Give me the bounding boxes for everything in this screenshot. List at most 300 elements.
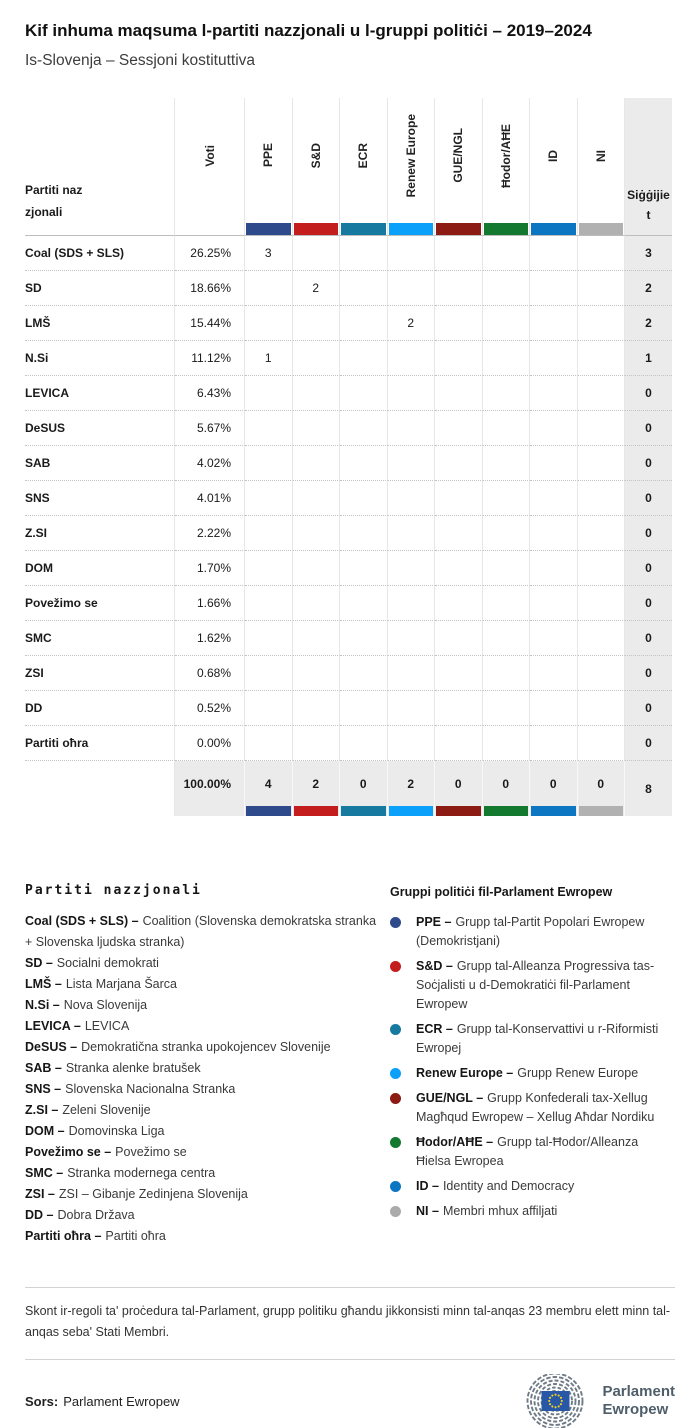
group-value-cell: [245, 656, 293, 691]
ep-logo-line2: Ewropew: [602, 1401, 669, 1418]
footnote: Skont ir-regoli ta' proċedura tal-Parlament, grupp politiku għandu jikkonsisti minn tal-anqas 23 membru elett minn tal-anqas seba' Stati Membri.: [25, 1287, 675, 1360]
party-legend-desc: LEVICA: [84, 1019, 130, 1033]
group-value-cell: [530, 341, 578, 376]
ep-logo: [498, 1374, 675, 1428]
group-column-header-label: ID: [546, 149, 561, 162]
group-color-bar: [246, 806, 291, 816]
party-legend-item: [25, 1058, 377, 1079]
group-header-rotbox: [293, 98, 340, 223]
group-header-rotbox: [578, 98, 625, 223]
page-subtitle: Is-Slovenja – Sessjoni kostituttiva: [25, 52, 256, 69]
group-header-rotbox: [340, 98, 387, 223]
seats-cell: 0: [625, 656, 672, 691]
group-value-cell: [530, 586, 578, 621]
group-value-cell: [293, 481, 341, 516]
party-legend-desc: Stranka modernega centra: [67, 1166, 216, 1180]
votes-cell: 6.43%: [175, 376, 245, 411]
votes-header-rotbox: [175, 98, 244, 223]
party-legend-item: [25, 1163, 377, 1184]
party-legend-item: [25, 995, 377, 1016]
party-legend-item: [25, 1121, 377, 1142]
party-name-cell: SNS: [25, 481, 175, 516]
group-value-cell: [530, 551, 578, 586]
seats-cell: 0: [625, 481, 672, 516]
group-value-cell: [388, 481, 436, 516]
party-legend-abbr: SMC –: [25, 1166, 64, 1180]
group-value-cell: [530, 306, 578, 341]
party-legend-item: [25, 1100, 377, 1121]
group-color-bar: [389, 806, 434, 816]
group-value-cell: [530, 656, 578, 691]
group-color-dot: [390, 917, 401, 928]
group-value-cell: [245, 306, 293, 341]
group-value-cell: [293, 341, 341, 376]
votes-cell: 18.66%: [175, 271, 245, 306]
group-legend-text: [416, 957, 675, 1014]
group-value-cell: [388, 446, 436, 481]
group-value-cell: [578, 411, 626, 446]
party-name-cell: Partiti oħra: [25, 726, 175, 761]
legend-parties-heading: Partiti nazzjonali: [25, 883, 202, 898]
group-legend-text: [416, 1133, 675, 1171]
party-legend-item: [25, 1079, 377, 1100]
group-column-header: [578, 98, 626, 236]
votes-cell: 1.62%: [175, 621, 245, 656]
group-value-cell: [435, 236, 483, 271]
group-value-cell: [340, 271, 388, 306]
group-value-cell: [340, 516, 388, 551]
party-legend-item: [25, 911, 377, 953]
group-color-bar: [484, 806, 529, 816]
group-legend-text: [416, 1177, 574, 1196]
totals-group-value-cell: [483, 761, 531, 816]
party-legend-desc: Partiti oħra: [105, 1229, 166, 1243]
seats-cell: 0: [625, 551, 672, 586]
totals-empty-cell: [25, 761, 175, 816]
group-value-cell: [388, 411, 436, 446]
party-name-cell: LMŠ: [25, 306, 175, 341]
group-value-cell: [388, 726, 436, 761]
group-value-cell: [340, 376, 388, 411]
group-value-cell: [435, 656, 483, 691]
group-value-cell: [435, 586, 483, 621]
votes-column-header: [175, 98, 245, 236]
page-title: Kif inhuma maqsuma l-partiti nazzjonali u l-gruppi politiċi – 2019–2024: [25, 21, 592, 40]
group-color-bar: [484, 223, 529, 235]
seats-cell: 1: [625, 341, 672, 376]
group-column-header-label: ECR: [356, 142, 371, 169]
group-value-cell: [578, 656, 626, 691]
group-value-cell: [245, 271, 293, 306]
group-value-cell: [293, 621, 341, 656]
party-column-header-label: Partiti nazzjonali: [25, 183, 83, 219]
totals-group-value: 0: [502, 776, 510, 791]
group-color-bar: [341, 223, 386, 235]
votes-cell: 5.67%: [175, 411, 245, 446]
party-name-cell: SD: [25, 271, 175, 306]
group-value-cell: [578, 376, 626, 411]
group-color-dot: [390, 1137, 401, 1148]
group-column-header-label: S&D: [308, 142, 323, 169]
group-value-cell: [483, 691, 531, 726]
party-legend-desc: Demokratična stranka upokojencev Slovenije: [81, 1040, 331, 1054]
group-value-cell: [388, 586, 436, 621]
party-legend-abbr: SNS –: [25, 1082, 62, 1096]
votes-cell: 4.02%: [175, 446, 245, 481]
votes-cell: 4.01%: [175, 481, 245, 516]
seats-cell: 0: [625, 411, 672, 446]
totals-votes-value: 100.00%: [183, 776, 231, 791]
group-value-cell: 1: [245, 341, 293, 376]
group-value-cell: [483, 411, 531, 446]
group-legend-text: [416, 1064, 638, 1083]
votes-cell: 0.52%: [175, 691, 245, 726]
group-value-cell: [388, 551, 436, 586]
group-value-cell: [245, 376, 293, 411]
group-value-cell: [293, 446, 341, 481]
footer: [25, 1374, 675, 1428]
group-value-cell: [293, 376, 341, 411]
legend-groups-heading: Gruppi politiċi fil-Parlament Ewropew: [390, 885, 613, 899]
group-value-cell: [340, 481, 388, 516]
party-legend-desc: Zeleni Slovenije: [62, 1103, 151, 1117]
group-legend-text: [416, 1020, 675, 1058]
seats-cell: 3: [625, 236, 672, 271]
group-value-cell: [483, 586, 531, 621]
seats-cell: 0: [625, 726, 672, 761]
group-legend-desc: Membri mhux affiljati: [442, 1204, 558, 1218]
party-legend-abbr: Coal (SDS + SLS) –: [25, 914, 139, 928]
votes-cell: 15.44%: [175, 306, 245, 341]
party-legend-item: [25, 974, 377, 995]
seats-cell: 0: [625, 376, 672, 411]
group-value-cell: [435, 376, 483, 411]
votes-cell: 26.25%: [175, 236, 245, 271]
group-value-cell: [530, 621, 578, 656]
party-legend-item: [25, 1142, 377, 1163]
group-header-rotbox: [388, 98, 435, 223]
group-legend-abbr: PPE –: [416, 915, 452, 929]
group-value-cell: [293, 236, 341, 271]
party-name-cell: DOM: [25, 551, 175, 586]
legend-national-parties: [25, 883, 377, 1247]
totals-group-value: 0: [597, 776, 605, 791]
group-color-bar: [531, 806, 576, 816]
group-value-cell: [293, 656, 341, 691]
group-value-cell: [483, 446, 531, 481]
group-value-cell: [483, 656, 531, 691]
group-value-cell: [578, 691, 626, 726]
group-value-cell: [435, 551, 483, 586]
totals-group-value: 0: [359, 776, 367, 791]
group-value-cell: [530, 516, 578, 551]
party-legend-desc: Coalition (Slovenska demokratska stranka + Slovenska ljudska stranka): [25, 914, 377, 949]
ep-logo-line1: Parlament: [602, 1383, 675, 1400]
group-value-cell: [340, 236, 388, 271]
group-value-cell: [293, 551, 341, 586]
group-value-cell: [245, 691, 293, 726]
group-value-cell: [340, 446, 388, 481]
totals-group-value: 2: [407, 776, 415, 791]
party-legend-desc: Stranka alenke bratušek: [65, 1061, 201, 1075]
group-legend-abbr: S&D –: [416, 959, 453, 973]
group-value-cell: [245, 481, 293, 516]
party-legend-abbr: SD –: [25, 956, 53, 970]
group-header-rotbox: [530, 98, 577, 223]
party-legend-desc: Dobra Država: [57, 1208, 135, 1222]
party-legend-item: [25, 1037, 377, 1058]
totals-group-value: 4: [264, 776, 272, 791]
group-legend-desc: Grupp Renew Europe: [517, 1066, 639, 1080]
source-label: Sors:: [25, 1393, 59, 1409]
group-value-cell: [340, 411, 388, 446]
group-value-cell: [293, 306, 341, 341]
group-header-rotbox: [483, 98, 530, 223]
seats-cell: 0: [625, 516, 672, 551]
party-name-cell: Povežimo se: [25, 586, 175, 621]
party-name-cell: SMC: [25, 621, 175, 656]
totals-group-value: 2: [312, 776, 320, 791]
party-legend-desc: ZSI – Gibanje Zedinjena Slovenija: [58, 1187, 248, 1201]
group-value-cell: 3: [245, 236, 293, 271]
group-value-cell: [340, 306, 388, 341]
group-column-header: [530, 98, 578, 236]
totals-group-value-cell: [530, 761, 578, 816]
party-legend-abbr: Partiti oħra –: [25, 1229, 102, 1243]
votes-cell: 1.70%: [175, 551, 245, 586]
group-value-cell: [530, 446, 578, 481]
group-value-cell: [340, 656, 388, 691]
totals-group-value-cell: [340, 761, 388, 816]
group-legend-item: [390, 1089, 675, 1127]
group-legend-text: [416, 1202, 557, 1221]
group-value-cell: [578, 586, 626, 621]
group-color-bar: [341, 806, 386, 816]
group-column-header: [388, 98, 436, 236]
group-value-cell: [530, 481, 578, 516]
group-value-cell: [483, 551, 531, 586]
group-value-cell: [578, 306, 626, 341]
seats-cell: 0: [625, 621, 672, 656]
group-color-dot: [390, 961, 401, 972]
party-legend-desc: Nova Slovenija: [63, 998, 148, 1012]
group-legend-item: [390, 1177, 675, 1196]
group-color-bar: [579, 223, 624, 235]
party-name-cell: DeSUS: [25, 411, 175, 446]
group-color-dot: [390, 1206, 401, 1217]
source-line: [25, 1394, 180, 1409]
group-column-header-label: Renew Europe: [403, 113, 418, 198]
results-table: [25, 98, 672, 816]
party-name-cell: ZSI: [25, 656, 175, 691]
group-color-dot: [390, 1181, 401, 1192]
group-value-cell: [388, 236, 436, 271]
seats-cell: 0: [625, 586, 672, 621]
party-legend-item: [25, 953, 377, 974]
group-color-bar: [531, 223, 576, 235]
group-legend-desc: Grupp tal-Konservattivi u r-Riformisti Ewropej: [416, 1022, 659, 1055]
votes-column-header-label: Voti: [202, 144, 217, 167]
group-header-rotbox: [245, 98, 292, 223]
group-value-cell: [530, 411, 578, 446]
party-legend-abbr: DeSUS –: [25, 1040, 78, 1054]
group-value-cell: 2: [293, 271, 341, 306]
seats-cell: 0: [625, 691, 672, 726]
group-legend-text: [416, 913, 675, 951]
group-value-cell: [435, 411, 483, 446]
group-value-cell: [578, 341, 626, 376]
group-value-cell: [483, 341, 531, 376]
group-value-cell: [578, 446, 626, 481]
party-legend-desc: Povežimo se: [115, 1145, 187, 1159]
group-legend-item: [390, 1064, 675, 1083]
group-value-cell: [578, 726, 626, 761]
group-value-cell: [578, 236, 626, 271]
ep-hemicycle-icon: [498, 1374, 593, 1428]
party-legend-abbr: DOM –: [25, 1124, 65, 1138]
legend-political-groups: [390, 883, 675, 1247]
group-value-cell: [483, 376, 531, 411]
group-legend-abbr: ECR –: [416, 1022, 453, 1036]
group-column-header: [245, 98, 293, 236]
group-value-cell: [435, 446, 483, 481]
party-legend-item: [25, 1016, 377, 1037]
party-column-header: [25, 98, 175, 236]
party-legend-item: [25, 1184, 377, 1205]
group-value-cell: [483, 516, 531, 551]
group-legend-desc: Grupp tal-Partit Popolari Ewropew (Demokristjani): [416, 915, 645, 948]
party-legend-abbr: N.Si –: [25, 998, 60, 1012]
group-value-cell: [245, 586, 293, 621]
group-value-cell: [388, 341, 436, 376]
group-value-cell: [388, 376, 436, 411]
party-legend-item: [25, 1226, 377, 1247]
group-value-cell: [293, 516, 341, 551]
legend-groups-items: [390, 913, 675, 1221]
seats-cell: 2: [625, 271, 672, 306]
party-legend-abbr: ZSI –: [25, 1187, 55, 1201]
group-value-cell: [388, 516, 436, 551]
votes-cell: 1.66%: [175, 586, 245, 621]
totals-group-value: 0: [549, 776, 557, 791]
group-header-rotbox: [435, 98, 482, 223]
group-column-header-label: GUE/NGL: [451, 128, 466, 183]
group-column-header: [293, 98, 341, 236]
group-color-dot: [390, 1068, 401, 1079]
party-name-cell: N.Si: [25, 341, 175, 376]
group-value-cell: [483, 271, 531, 306]
group-legend-text: [416, 1089, 675, 1127]
group-value-cell: [293, 586, 341, 621]
seats-column-header-label: Siġġijiet: [627, 188, 670, 222]
group-value-cell: [388, 621, 436, 656]
group-legend-abbr: ID –: [416, 1179, 439, 1193]
party-name-cell: LEVICA: [25, 376, 175, 411]
group-value-cell: [293, 411, 341, 446]
group-value-cell: [435, 516, 483, 551]
party-legend-abbr: LEVICA –: [25, 1019, 81, 1033]
source-value: Parlament Ewropew: [63, 1393, 180, 1409]
group-value-cell: [435, 481, 483, 516]
group-value-cell: [483, 481, 531, 516]
group-column-header: [483, 98, 531, 236]
party-name-cell: DD: [25, 691, 175, 726]
group-legend-item: [390, 957, 675, 1014]
group-value-cell: [530, 271, 578, 306]
totals-group-value-cell: [245, 761, 293, 816]
group-legend-abbr: Renew Europe –: [416, 1066, 514, 1080]
group-value-cell: [483, 726, 531, 761]
group-value-cell: [578, 481, 626, 516]
group-value-cell: [293, 726, 341, 761]
group-value-cell: [435, 691, 483, 726]
legend-section: [25, 883, 675, 1247]
totals-group-value-cell: [435, 761, 483, 816]
group-value-cell: [340, 551, 388, 586]
seats-cell: 2: [625, 306, 672, 341]
party-legend-desc: Domovinska Liga: [68, 1124, 165, 1138]
totals-spacer: [175, 806, 244, 816]
group-value-cell: [388, 656, 436, 691]
group-value-cell: [245, 516, 293, 551]
party-name-cell: Z.SI: [25, 516, 175, 551]
group-color-bar: [294, 806, 339, 816]
group-value-cell: [530, 376, 578, 411]
group-column-header: [340, 98, 388, 236]
group-value-cell: [245, 551, 293, 586]
group-value-cell: [435, 271, 483, 306]
totals-group-value-cell: [578, 761, 626, 816]
group-value-cell: [340, 621, 388, 656]
group-value-cell: [340, 691, 388, 726]
party-legend-item: [25, 1205, 377, 1226]
votes-cell: 2.22%: [175, 516, 245, 551]
eu-flag-icon: [542, 1391, 570, 1411]
totals-group-value: 0: [454, 776, 462, 791]
group-column-header: [435, 98, 483, 236]
group-color-bar: [436, 223, 481, 235]
group-value-cell: [578, 621, 626, 656]
group-color-dot: [390, 1093, 401, 1104]
group-value-cell: [388, 691, 436, 726]
group-color-bar: [436, 806, 481, 816]
group-legend-item: [390, 1133, 675, 1171]
party-legend-abbr: Povežimo se –: [25, 1145, 112, 1159]
seats-column-header: [625, 98, 672, 236]
totals-group-value-cell: [388, 761, 436, 816]
group-value-cell: [245, 726, 293, 761]
group-value-cell: [435, 726, 483, 761]
group-column-header-label: NI: [593, 149, 608, 162]
party-legend-desc: Socialni demokrati: [56, 956, 159, 970]
group-value-cell: [293, 691, 341, 726]
group-color-dot: [390, 1024, 401, 1035]
group-value-cell: [530, 236, 578, 271]
party-legend-desc: Slovenska Nacionalna Stranka: [65, 1082, 236, 1096]
group-color-bar: [579, 806, 624, 816]
group-legend-desc: Grupp tal-Alleanza Progressiva tas-Soċjalisti u d-Demokratiċi fil-Parlament Ewropew: [416, 959, 655, 1011]
group-value-cell: [435, 341, 483, 376]
group-value-cell: [483, 306, 531, 341]
group-value-cell: [483, 236, 531, 271]
totals-votes-cell: [175, 761, 245, 816]
party-legend-abbr: DD –: [25, 1208, 54, 1222]
ep-logo-text: [602, 1383, 675, 1419]
group-value-cell: 2: [388, 306, 436, 341]
party-legend-abbr: Z.SI –: [25, 1103, 59, 1117]
votes-cell: 11.12%: [175, 341, 245, 376]
group-legend-abbr: Ħodor/AĦE –: [416, 1135, 494, 1149]
